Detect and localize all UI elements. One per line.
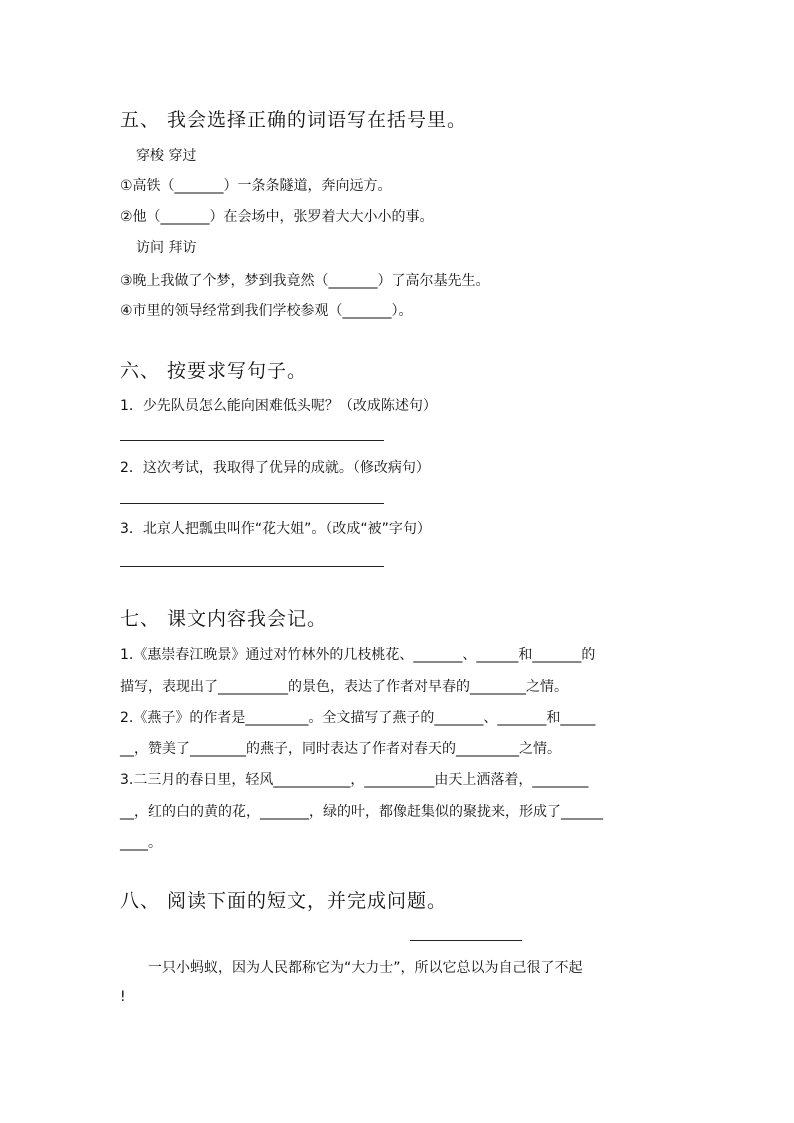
question-6-1: 1．少先队员怎么能向困难低头呢？（改成陈述句） xyxy=(120,398,437,414)
word-choices-1: 穿梭 穿过 xyxy=(136,148,197,164)
section-8-title: 八、 阅读下面的短文，并完成问题。 xyxy=(120,890,448,912)
section-7-title: 七、 课文内容我会记。 xyxy=(120,608,328,630)
section-5-title: 五、 我会选择正确的词语写在括号里。 xyxy=(120,109,468,131)
section-7-line-5: 3.二三月的春日里，轻风___________，__________由天上洒落着，________ xyxy=(120,772,589,788)
section-7-line-2: 描写，表现出了__________的景色，表达了作者对早春的________之情。 xyxy=(120,679,568,695)
answer-line-3[interactable] xyxy=(120,566,384,567)
section-7-line-6: __，红的白的黄的花，_______，绿的叶，都像赶集似的聚拢来，形成了______ xyxy=(120,804,603,820)
question-6-2: 2．这次考试，我取得了优异的成就。（修改病句） xyxy=(120,460,430,476)
section-7-line-3: 2.《燕子》的作者是_________。全文描写了燕子的_______、_______和_____ xyxy=(120,710,596,726)
question-5-2: ②他（_______）在会场中，张罗着大大小小的事。 xyxy=(120,209,434,225)
passage-title-blank[interactable] xyxy=(410,940,522,941)
section-7-line-1: 1.《惠崇春江晚景》通过对竹林外的几枝桃花、_______、______和_______的 xyxy=(120,647,596,663)
answer-line-1[interactable] xyxy=(120,440,384,441)
section-7-line-4: __，赞美了________的燕子，同时表达了作者对春天的_________之情。 xyxy=(120,741,561,757)
question-5-1: ①高铁（_______）一条条隧道，奔向远方。 xyxy=(120,178,392,194)
section-6-title: 六、 按要求写句子。 xyxy=(120,360,308,382)
question-6-3: 3．北京人把瓢虫叫作“花大姐”。（改成“被”字句） xyxy=(120,521,431,537)
question-5-3: ③晚上我做了个梦，梦到我竟然（_______）了高尔基先生。 xyxy=(120,273,490,289)
answer-line-2[interactable] xyxy=(120,503,384,504)
passage-line-1: 一只小蚂蚁，因为人民都称它为“大力士”，所以它总以为自己很了不起 xyxy=(148,960,583,976)
section-7-line-7: ____。 xyxy=(120,835,162,851)
question-5-4: ④市里的领导经常到我们学校参观（_______）。 xyxy=(120,303,413,319)
word-choices-2: 访问 拜访 xyxy=(136,240,197,256)
passage-line-2: ! xyxy=(120,989,126,1005)
